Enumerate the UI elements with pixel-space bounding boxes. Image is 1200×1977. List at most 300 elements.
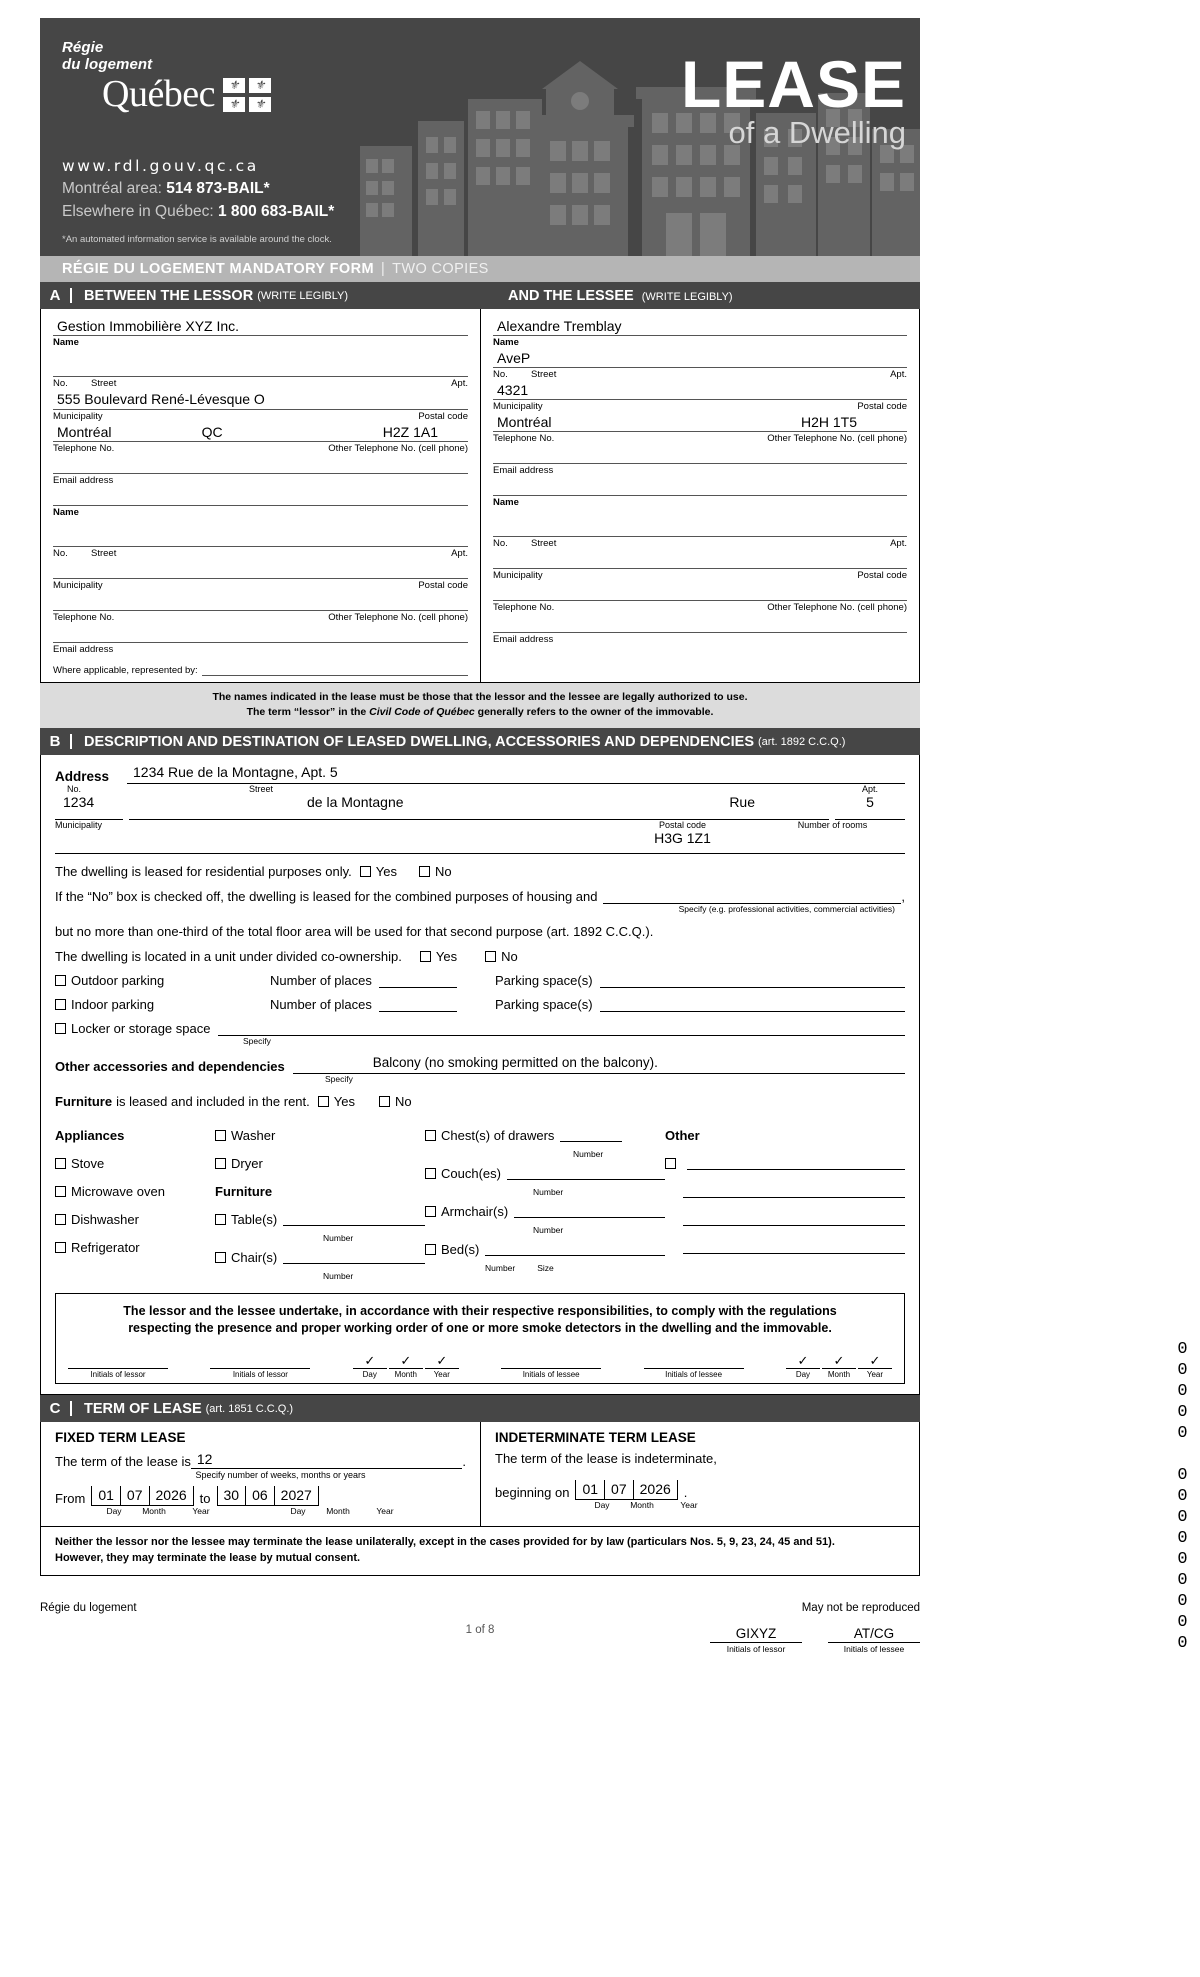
to-day-value: 30 [223,1487,240,1504]
indoor-parking-checkbox[interactable] [55,999,66,1010]
other-accessories-row [55,1055,905,1074]
lessor-street2-label: Street [91,548,117,559]
smoke-initials-row [68,1353,892,1379]
notice-line-2b: generally refers to the owner of the immovable. [474,706,714,719]
residential-no-checkbox[interactable] [419,866,430,877]
indoor-spaces-value[interactable] [600,998,905,1012]
quebec-text: Québec [102,72,216,115]
section-a-letter: A [40,288,72,303]
list-item [215,1121,425,1149]
outdoor-parking-label: Outdoor parking [71,973,165,989]
indoor-places-value[interactable] [379,998,457,1012]
fixed-term-block [41,1422,480,1526]
footer-initials-lessor[interactable] [710,1626,802,1654]
from-month-caption: Month [142,1506,166,1517]
lessor-municipality-field[interactable] [53,390,468,422]
smoke-initials-lessee-2[interactable] [644,1353,744,1379]
outdoor-parking-checkbox[interactable] [55,975,66,986]
smoke-date-lessor [353,1353,459,1379]
lessee-municipality2-value [493,582,907,601]
lessor-email-field[interactable] [53,455,468,486]
beds-checkbox[interactable] [425,1244,436,1255]
termination-warning-line-1: Neither the lessor nor the lessee may terminate the lease unilaterally, except in the cases provided for by law (particulars Nos. 5, 9, 23, 24, 45 and 51). [55,1536,835,1549]
dwelling-no-cell [55,784,123,820]
from-date-captions [61,1506,460,1516]
tables-checkbox[interactable] [215,1214,226,1225]
smoke-day-lessor-label: Day [362,1370,377,1380]
org-name-line2: du logement [62,55,153,73]
smoke-month-lessor-check: ✓ [389,1353,423,1369]
lessor-apt2-label: Apt. [451,548,468,559]
indoor-parking-group [55,997,270,1012]
smoke-day-lessee[interactable] [786,1353,820,1379]
form-title: LEASE [680,47,906,121]
combined-purposes-comma: , [901,889,905,905]
section-c-article: (art. 1851 C.C.Q.) [205,1402,294,1415]
outdoor-places-group [270,973,495,988]
from-year-caption: Year [192,1506,210,1517]
fixed-term-title: FIXED TERM LEASE [55,1430,186,1446]
combined-purposes-value[interactable] [603,890,901,904]
list-item [665,1233,905,1261]
lessee-other-telephone-label: Other Telephone No. (cell phone) [767,433,907,444]
term-of-lease-block [40,1422,920,1527]
beds-label: Bed(s) [441,1241,480,1257]
couches-number-label: Number [533,1187,564,1198]
lessee-other-telephone2-label: Other Telephone No. (cell phone) [767,602,907,613]
smoke-initials-lessee-1-line [501,1353,601,1369]
beginning-month-value: 07 [611,1481,627,1498]
lessor-municipality2-field[interactable] [53,560,468,591]
lessee-telephone-label: Telephone No. [493,433,555,444]
dwelling-apt-label: Apt. [861,784,878,795]
dwelling-municipality-cell [55,820,605,854]
bedroom-furniture-column [425,1121,665,1281]
combined-purposes-text: If the “No” box is checked off, the dwelling is leased for the combined purposes of housing and [55,889,598,905]
lessee-municipality2-field[interactable] [493,550,907,581]
locker-specify-label: Specify [243,1036,271,1047]
list-item [665,1205,905,1233]
dishwasher-checkbox[interactable] [55,1214,66,1225]
indoor-spaces-label: Parking space(s) [495,997,593,1013]
lessee-email-value [493,477,907,496]
page-number-text: 1 of 8 [465,1623,495,1636]
other-value-4[interactable] [683,1240,905,1254]
lessee-name-label: Name [493,337,519,348]
indeterminate-term-title: INDETERMINATE TERM LEASE [495,1430,696,1446]
represented-by-value [202,663,468,676]
smoke-day-lessor[interactable] [353,1353,387,1379]
dwelling-street-label: Street [249,784,274,795]
one-third-row [55,924,905,939]
smoke-initials-lessee-2-line [644,1353,744,1369]
indoor-parking-row [55,997,905,1012]
fixed-term-hint: Specify number of weeks, months or years [195,1470,366,1481]
list-item [55,1177,215,1205]
page-footer [40,1602,920,1654]
to-year-cell[interactable] [274,1486,319,1506]
smoke-initials-lessee-2-label: Initials of lessee [665,1370,723,1380]
lessor-telephone2-value [53,624,468,643]
beginning-day-caption: Day [594,1500,610,1511]
microwave-checkbox[interactable] [55,1186,66,1197]
lessor-telephone-labels [53,442,468,454]
smoke-initials-lessor-2-label: Initials of lessor [232,1370,288,1380]
dwelling-municipality-label: Municipality [55,820,103,831]
lessor-street2-field[interactable] [53,528,468,559]
section-b-header [40,728,920,755]
furniture-no-label: No [394,1094,412,1110]
from-day-cell[interactable] [91,1486,120,1506]
couches-number-value[interactable] [507,1166,665,1180]
lessor-street-field[interactable] [53,358,468,389]
lessor-email-label: Email address [53,475,114,486]
footer-initials-lessee[interactable] [828,1626,920,1654]
names-notice [40,683,920,728]
smoke-month-lessor-label: Month [394,1370,417,1380]
indeterminate-term-row [495,1451,905,1466]
from-year-cell[interactable] [149,1486,194,1506]
residential-no-label: No [434,864,452,880]
lessee-email-label: Email address [493,465,554,476]
other-title: Other [665,1127,700,1143]
fleur-de-lis-icon [223,78,271,112]
smoke-month-lessor[interactable] [389,1353,423,1379]
lessor-heading: BETWEEN THE LESSOR [84,287,254,304]
appliances-furniture-grid [55,1121,905,1281]
dwelling-rooms-label: Number of rooms [797,820,868,831]
coownership-text: The dwelling is located in a unit under divided co-ownership. [55,949,402,965]
furniture-included-row [55,1094,905,1109]
smoke-initials-lessee-1[interactable] [501,1353,601,1379]
chest-drawers-number-label: Number [573,1149,604,1160]
indeterminate-term-text: The term of the lease is indeterminate, [495,1451,717,1467]
lessee-telephone2-labels [493,601,907,613]
lessor-name2-field[interactable] [53,487,468,518]
indeterminate-term-block [480,1422,919,1526]
footer-right [620,1602,920,1654]
furniture-yes-label: Yes [333,1094,355,1110]
beds-size-label: Size [537,1263,554,1274]
to-date-group[interactable] [217,1486,319,1506]
footer-initials-lessor-label: Initials of lessor [726,1643,786,1654]
fixed-term-period: . [462,1454,466,1470]
beginning-year-value: 2026 [639,1481,671,1498]
beginning-label: beginning on [495,1485,570,1501]
locker-value[interactable] [218,1022,905,1036]
list-item [55,1205,215,1233]
chairs-number-value[interactable] [283,1250,425,1264]
washer-checkbox[interactable] [215,1130,226,1141]
lessor-name-label: Name [53,337,79,348]
furniture-included-text: is leased and included in the rent. [116,1094,310,1110]
to-year-caption: Year [376,1506,394,1517]
lessor-apt-label: Apt. [451,378,468,389]
lessee-heading-group [508,288,733,304]
lessee-no-field[interactable] [493,381,907,412]
smoke-year-lessee[interactable] [858,1353,892,1379]
lessor-municipality-values[interactable] [53,423,468,454]
smoke-initials-lessee-1-label: Initials of lessee [522,1370,580,1380]
lessor-postal2-label: Postal code [418,580,468,591]
lessee-name2-label: Name [493,497,519,508]
dwelling-postal-cell [605,820,760,854]
section-c-header [40,1395,920,1422]
from-date-group[interactable] [91,1486,193,1506]
coownership-yes-checkbox[interactable] [420,951,431,962]
footer-page-number [340,1602,620,1636]
lessee-name-field[interactable] [493,317,907,348]
smoke-initials-lessor-2-line [210,1353,310,1369]
refrigerator-checkbox[interactable] [55,1242,66,1253]
lessee-street-field[interactable] [493,349,907,380]
stove-checkbox[interactable] [55,1158,66,1169]
residential-yes-checkbox[interactable] [360,866,371,877]
chest-drawers-checkbox[interactable] [425,1130,436,1141]
lessee-email2-label: Email address [493,634,554,645]
lessee-street2-field[interactable] [493,518,907,549]
beginning-date-row [495,1480,905,1500]
smoke-day-lessor-check: ✓ [353,1353,387,1369]
fixed-term-row [55,1451,466,1469]
dwelling-municipality-row[interactable] [55,820,905,854]
dryer-checkbox[interactable] [215,1158,226,1169]
section-b-body [40,755,920,1395]
lessor-other-telephone2-label: Other Telephone No. (cell phone) [328,612,468,623]
lessee-municipality2-label: Municipality [493,570,543,581]
lessor-other-telephone-label: Other Telephone No. (cell phone) [328,443,468,454]
tables-number-label: Number [323,1233,354,1244]
notice-line-1: The names indicated in the lease must be those that the lessor and the lessee are legally authorized to use. [212,691,748,703]
lessee-heading: AND THE LESSEE [508,287,634,304]
lessor-street2-value [53,560,468,579]
lessor-name2-value [53,528,468,547]
furniture-yes-checkbox[interactable] [318,1096,329,1107]
lessor-name-value: Gestion Immobilière XYZ Inc. [53,317,468,336]
section-b-letter: B [40,734,72,749]
fixed-term-value[interactable]: 12 [191,1451,463,1469]
furniture-heading-row [215,1177,425,1205]
furniture-bold-label: Furniture [55,1094,113,1110]
smoke-year-lessor[interactable] [425,1353,459,1379]
beginning-period: . [683,1485,688,1501]
smoke-initials-lessor-1-line [68,1353,168,1369]
outdoor-parking-group [55,973,270,988]
dwelling-no-label-2: No. [67,784,82,795]
bar-separator: | [380,261,386,277]
stove-label: Stove [71,1155,105,1171]
to-month-value: 06 [252,1487,268,1504]
coownership-no-label: No [501,949,518,965]
list-item [425,1197,665,1225]
lessor-telephone2-label: Telephone No. [53,612,115,623]
lessee-street-value: AveP [493,349,907,368]
smoke-year-lessor-check: ✓ [425,1353,459,1369]
lessee-street-labels [493,368,907,380]
lessee-block [480,309,919,682]
termination-warning [40,1527,920,1576]
beginning-year-caption: Year [680,1500,698,1511]
appliances-column [55,1121,215,1281]
outdoor-spaces-group [495,973,905,988]
section-b-title: DESCRIPTION AND DESTINATION OF LEASED DWELLING, ACCESSORIES AND DEPENDENCIES [84,733,755,750]
lessee-apt2-label: Apt. [890,538,907,549]
smoke-initials-lessor-1-label: Initials of lessor [90,1370,146,1380]
beginning-date-group[interactable] [575,1480,677,1500]
dwelling-street-value: de la Montagne [307,794,404,811]
armchairs-checkbox[interactable] [425,1206,436,1217]
indoor-parking-label: Indoor parking [71,997,155,1013]
list-item [665,1149,905,1177]
coownership-no-checkbox[interactable] [485,951,496,962]
list-item [665,1177,905,1205]
indoor-spaces-group [495,997,905,1012]
chairs-checkbox[interactable] [215,1252,226,1263]
org-name-line1: Régie [62,39,104,56]
combined-purposes-row [55,889,905,904]
footer-initials-lessee-label: Initials of lessee [843,1643,905,1654]
to-label: to [199,1491,211,1507]
beds-number-size-labels [425,1263,665,1273]
lessee-municipality2-labels [493,569,907,581]
other-accessories-value[interactable]: Balcony (no smoking permitted on the balcony). [293,1055,905,1074]
smoke-detector-line-1: The lessor and the lessee undertake, in accordance with their respective responsibilities, to comply with the regulations [123,1304,837,1319]
dwelling-address-row[interactable] [55,764,905,784]
couches-checkbox[interactable] [425,1168,436,1179]
dwelling-street-type-value: Rue [729,794,755,811]
chest-drawers-label: Chest(s) of drawers [441,1127,555,1143]
tables-label: Table(s) [231,1211,278,1227]
dwelling-no-street-apt-row[interactable] [55,784,905,820]
dwelling-postal-label: Postal code [658,820,707,831]
fixed-term-text: The term of the lease is [55,1454,191,1470]
website-url[interactable]: www.rdl.gouv.qc.ca [62,156,259,175]
from-day-caption: Day [106,1506,122,1517]
from-month-cell[interactable] [120,1486,149,1506]
beginning-month-cell[interactable] [604,1480,633,1500]
other-column [665,1121,905,1281]
smoke-year-lessee-label: Year [866,1370,884,1380]
section-b-article: (art. 1892 C.C.Q.) [758,735,846,748]
dwelling-address-label: Address [55,769,110,785]
lessee-email-field[interactable] [493,445,907,476]
other-checkbox[interactable] [665,1158,676,1169]
tables-number-value[interactable] [283,1212,425,1226]
beginning-month-caption: Month [630,1500,654,1511]
other-value-2[interactable] [683,1184,905,1198]
phone-elsewhere-number: 1 800 683-BAIL* [217,202,335,220]
lessor-street2-labels [53,547,468,559]
lessee-municipality-value: Montréal [497,414,552,430]
list-item [425,1121,665,1149]
other-value-1[interactable] [687,1156,905,1170]
to-month-caption: Month [326,1506,350,1517]
dwelling-apt-value: 5 [866,794,874,811]
footer-initials-row [620,1626,920,1654]
smoke-month-lessee-label: Month [827,1370,851,1380]
termination-warning-line-2: However, they may terminate the lease by mutual consent. [55,1551,361,1564]
lessee-street2-value [493,550,907,569]
lessee-street2-label: Street [531,538,557,549]
chest-drawers-number-value[interactable] [560,1128,622,1142]
appliances-title: Appliances [55,1127,125,1143]
beds-number-label: Number [485,1263,516,1274]
lessee-no-label: No. [493,369,508,380]
beginning-year-cell[interactable] [633,1480,678,1500]
reproduction-notice: May not be reproduced [801,1601,920,1614]
lessee-municipality-field[interactable] [493,413,907,444]
lessor-name-field[interactable] [53,317,468,348]
lessor-municipality2-labels [53,579,468,591]
dryer-label: Dryer [231,1155,263,1171]
dwelling-postal-value: H3G 1Z1 [654,830,711,847]
footer-initials-lessee-value: AT/CG [828,1626,920,1643]
list-item [215,1243,425,1271]
chairs-number-label: Number [323,1271,354,1282]
armchairs-number-value[interactable] [514,1204,665,1218]
furniture-no-checkbox[interactable] [379,1096,390,1107]
lessee-telephone2-value [493,614,907,633]
appliances-heading-row [55,1121,215,1149]
smoke-month-lessee[interactable] [822,1353,856,1379]
from-label: From [55,1491,86,1507]
footer-organization: Régie du logement [40,1601,137,1614]
dwelling-no-value: 1234 [63,794,95,811]
beds-number-value[interactable] [485,1242,665,1256]
lessor-represented-by[interactable] [53,663,468,676]
other-value-3[interactable] [683,1212,905,1226]
lease-form-page [40,18,920,1654]
from-day-value: 01 [98,1487,114,1504]
residential-yes-label: Yes [375,864,397,880]
locker-checkbox[interactable] [55,1023,66,1034]
beginning-day-cell[interactable] [575,1480,604,1500]
smoke-initials-lessor-1[interactable] [68,1353,168,1379]
lessee-name2-value [493,518,907,537]
lessor-no-label: No. [53,378,68,389]
lessor-telephone-value [53,455,468,474]
to-day-cell[interactable] [217,1486,246,1506]
civil-code-reference: Civil Code of Québec [369,706,475,719]
to-month-cell[interactable] [245,1486,274,1506]
outdoor-spaces-value[interactable] [600,974,905,988]
lessee-email2-field[interactable] [493,614,907,645]
coownership-yes-label: Yes [435,949,458,965]
outdoor-places-value[interactable] [379,974,457,988]
smoke-initials-lessor-2[interactable] [210,1353,310,1379]
lessor-email2-field[interactable] [53,624,468,655]
microwave-label: Microwave oven [71,1183,165,1199]
residential-purposes-row [55,864,905,879]
coownership-row [55,949,905,964]
lessee-telephone2-label: Telephone No. [493,602,555,613]
list-item [55,1149,215,1177]
list-item [425,1159,665,1187]
phone-montreal [62,180,920,198]
phone-elsewhere-label: Elsewhere in Québec: [62,202,214,220]
dwelling-rooms-cell [760,820,905,854]
beginning-day-value: 01 [582,1481,599,1498]
smoke-year-lessee-check: ✓ [858,1353,892,1369]
lessee-telephone2-field[interactable] [493,582,907,613]
lessee-name2-field[interactable] [493,477,907,508]
form-header [40,18,920,256]
section-c-letter: C [40,1401,72,1416]
lessor-telephone2-field[interactable] [53,592,468,623]
footer-initials-lessor-value: GIXYZ [710,1626,802,1643]
other-accessories-specify-label: Specify [325,1074,353,1085]
outdoor-spaces-label: Parking space(s) [495,973,593,989]
